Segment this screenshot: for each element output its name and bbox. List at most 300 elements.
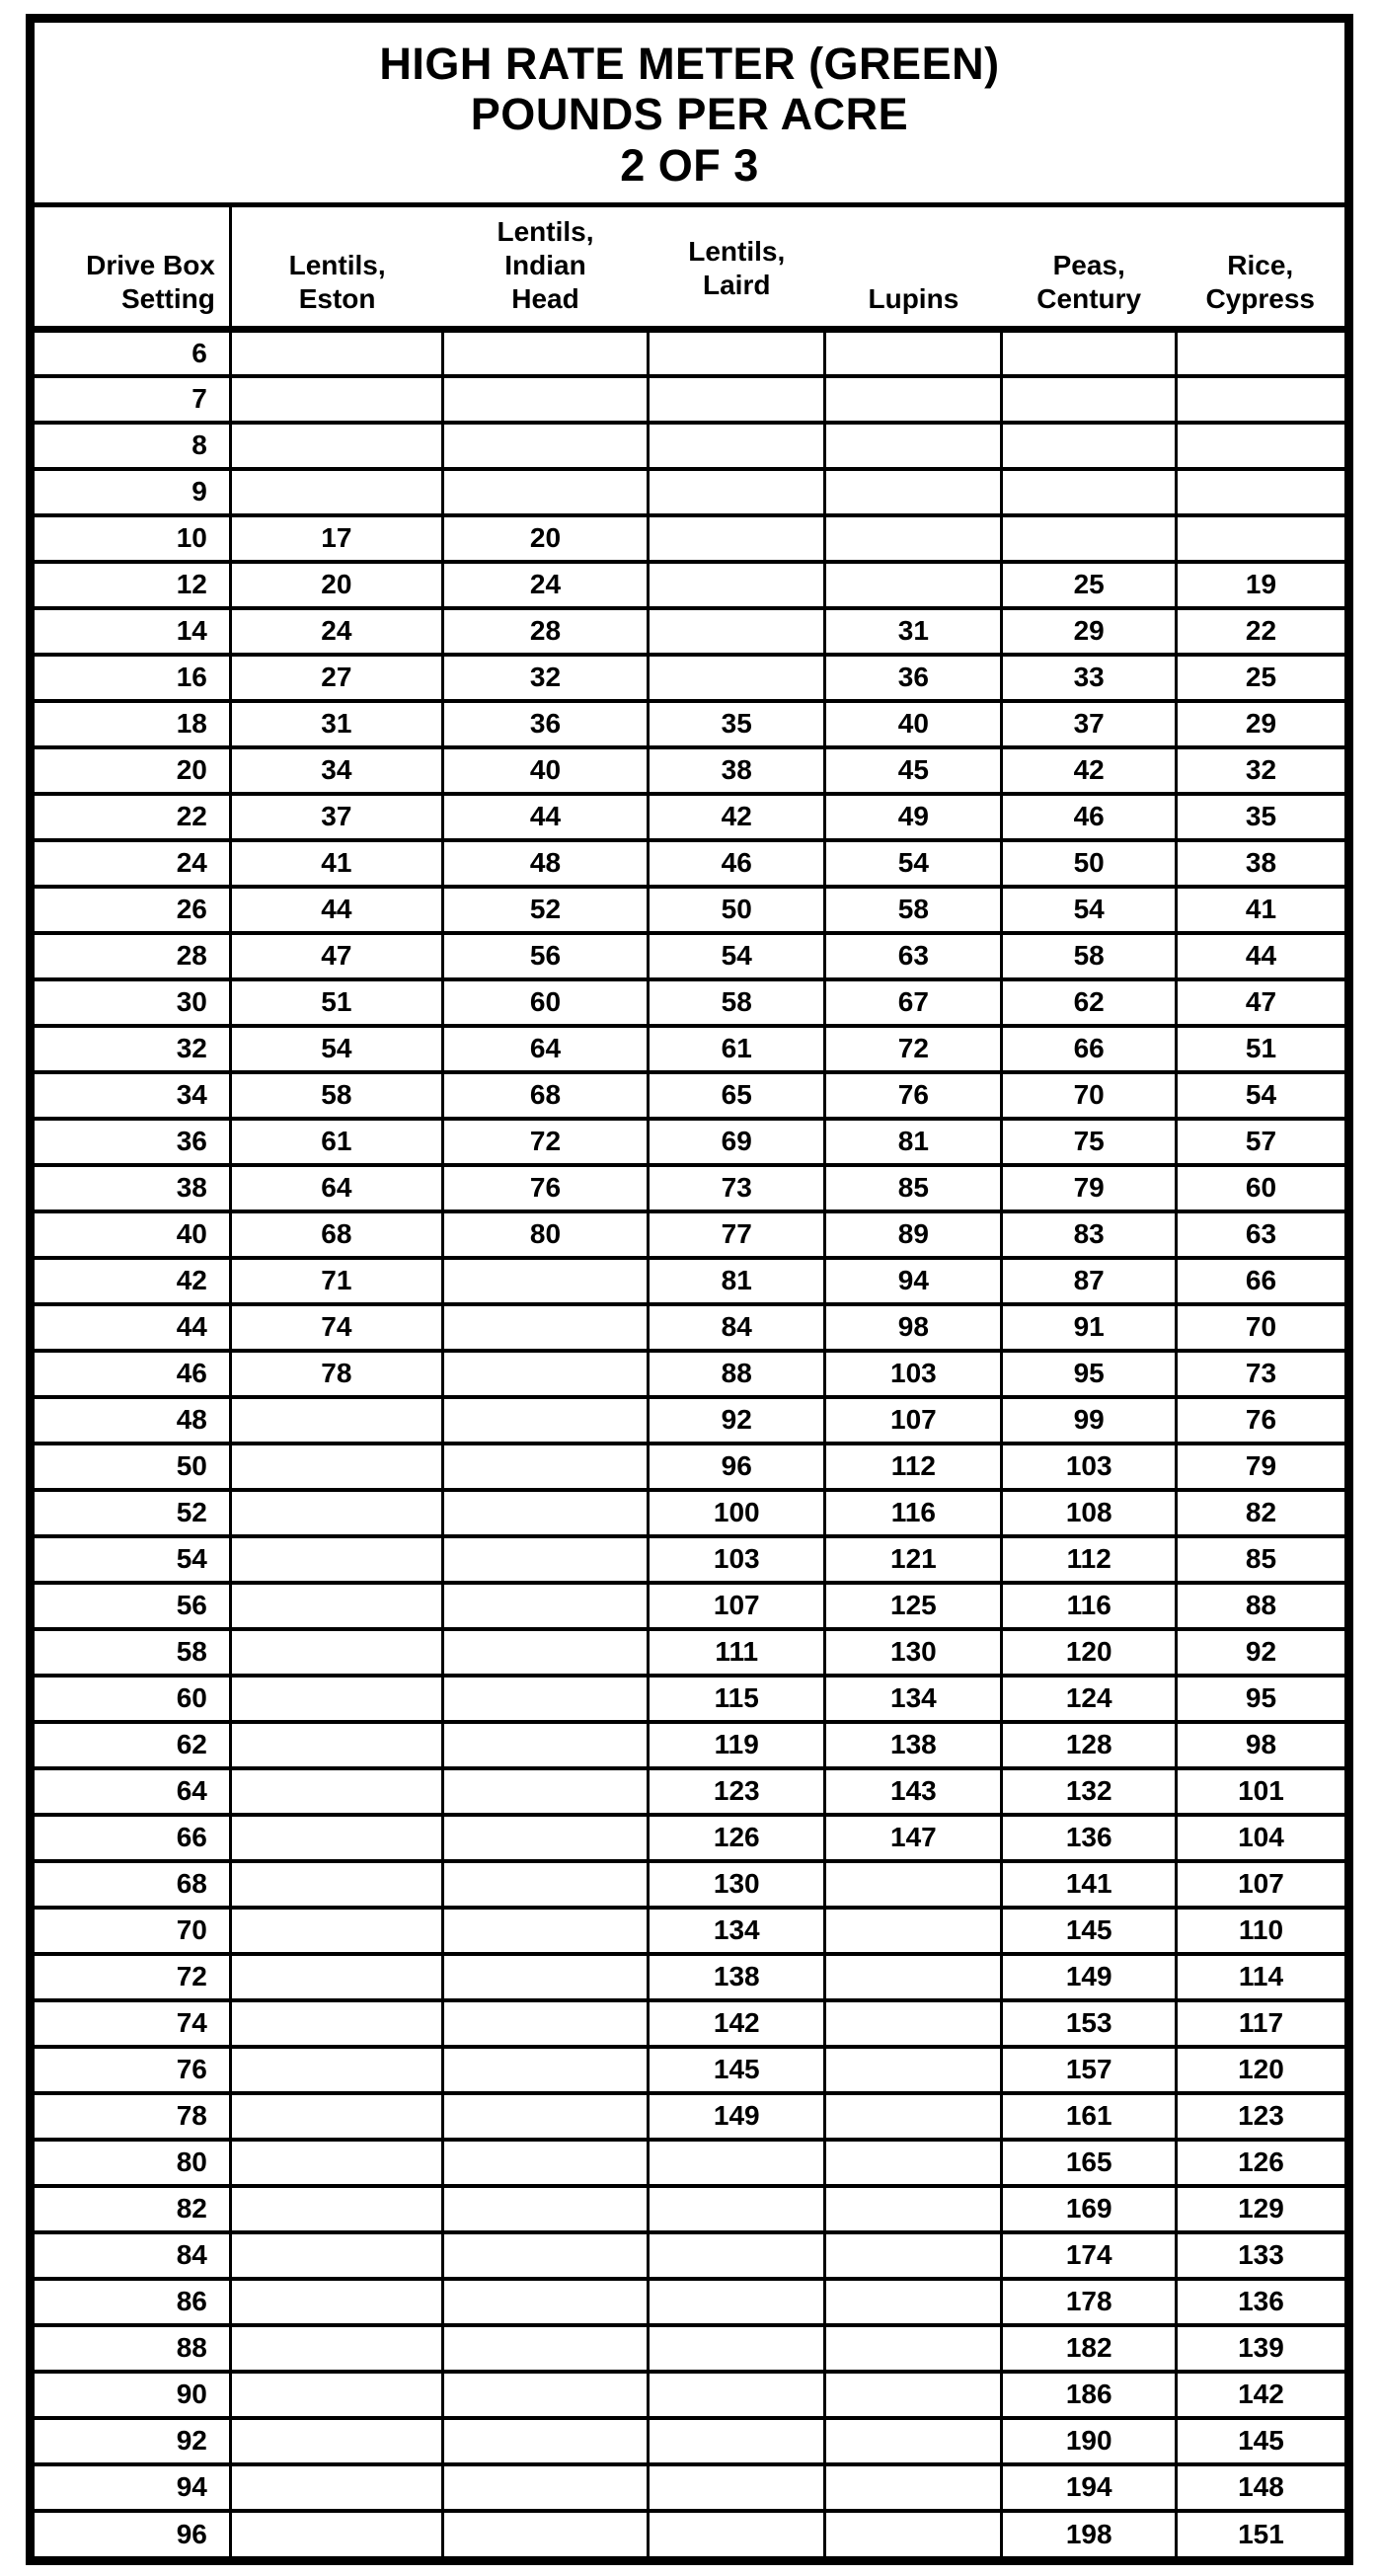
value-cell bbox=[230, 2186, 442, 2232]
table-row bbox=[35, 469, 1344, 515]
value-cell: 100 bbox=[649, 1490, 825, 1536]
value-cell bbox=[230, 1908, 442, 1954]
table-row bbox=[35, 1676, 1344, 1722]
value-cell: 87 bbox=[1002, 1258, 1176, 1304]
value-cell: 165 bbox=[1002, 2140, 1176, 2186]
value-cell: 83 bbox=[1002, 1211, 1176, 1258]
value-cell bbox=[442, 2464, 648, 2511]
value-cell bbox=[230, 1490, 442, 1536]
value-cell: 29 bbox=[1176, 701, 1344, 747]
value-cell: 34 bbox=[230, 747, 442, 794]
table-row bbox=[35, 1351, 1344, 1397]
setting-cell: 66 bbox=[35, 1815, 230, 1861]
value-cell bbox=[1002, 469, 1176, 515]
value-cell bbox=[442, 1258, 648, 1304]
value-cell bbox=[442, 469, 648, 515]
value-cell: 112 bbox=[1002, 1536, 1176, 1583]
value-cell: 126 bbox=[1176, 2140, 1344, 2186]
value-cell bbox=[442, 1397, 648, 1444]
value-cell bbox=[1176, 330, 1344, 376]
value-cell: 45 bbox=[825, 747, 1002, 794]
value-cell bbox=[825, 2279, 1002, 2325]
value-cell: 151 bbox=[1176, 2511, 1344, 2557]
value-cell bbox=[649, 2279, 825, 2325]
value-cell: 161 bbox=[1002, 2093, 1176, 2140]
value-cell: 92 bbox=[649, 1397, 825, 1444]
value-cell: 107 bbox=[649, 1583, 825, 1629]
value-cell: 123 bbox=[649, 1768, 825, 1815]
table-row bbox=[35, 701, 1344, 747]
value-cell: 67 bbox=[825, 979, 1002, 1026]
table-row bbox=[35, 1211, 1344, 1258]
table-row bbox=[35, 2232, 1344, 2279]
value-cell: 108 bbox=[1002, 1490, 1176, 1536]
value-cell: 149 bbox=[649, 2093, 825, 2140]
setting-cell: 36 bbox=[35, 1119, 230, 1165]
value-cell bbox=[825, 376, 1002, 423]
table-row bbox=[35, 330, 1344, 376]
value-cell bbox=[649, 423, 825, 469]
value-cell: 66 bbox=[1176, 1258, 1344, 1304]
table-row bbox=[35, 2511, 1344, 2557]
value-cell bbox=[442, 2325, 648, 2372]
table-row bbox=[35, 1536, 1344, 1583]
value-cell bbox=[442, 1536, 648, 1583]
value-cell: 32 bbox=[1176, 747, 1344, 794]
value-cell: 116 bbox=[825, 1490, 1002, 1536]
value-cell: 46 bbox=[649, 840, 825, 887]
table-row bbox=[35, 515, 1344, 562]
value-cell bbox=[230, 1536, 442, 1583]
value-cell: 56 bbox=[442, 933, 648, 979]
value-cell: 85 bbox=[825, 1165, 1002, 1211]
value-cell: 174 bbox=[1002, 2232, 1176, 2279]
value-cell bbox=[442, 2047, 648, 2093]
setting-cell: 22 bbox=[35, 794, 230, 840]
value-cell bbox=[230, 423, 442, 469]
value-cell: 62 bbox=[1002, 979, 1176, 1026]
setting-cell: 86 bbox=[35, 2279, 230, 2325]
table-row bbox=[35, 608, 1344, 655]
value-cell bbox=[649, 515, 825, 562]
value-cell: 153 bbox=[1002, 2000, 1176, 2047]
setting-cell: 42 bbox=[35, 1258, 230, 1304]
value-cell bbox=[825, 515, 1002, 562]
value-cell bbox=[649, 2232, 825, 2279]
value-cell: 51 bbox=[1176, 1026, 1344, 1072]
value-cell: 142 bbox=[649, 2000, 825, 2047]
table-row bbox=[35, 2000, 1344, 2047]
value-cell bbox=[825, 2000, 1002, 2047]
value-cell: 141 bbox=[1002, 1861, 1176, 1908]
value-cell bbox=[649, 2418, 825, 2464]
value-cell: 77 bbox=[649, 1211, 825, 1258]
table-row bbox=[35, 2464, 1344, 2511]
value-cell bbox=[442, 2279, 648, 2325]
title-line-3: 2 OF 3 bbox=[620, 139, 759, 191]
value-cell: 182 bbox=[1002, 2325, 1176, 2372]
setting-cell: 80 bbox=[35, 2140, 230, 2186]
value-cell bbox=[1176, 515, 1344, 562]
value-cell: 85 bbox=[1176, 1536, 1344, 1583]
table-row bbox=[35, 2279, 1344, 2325]
value-cell: 84 bbox=[649, 1304, 825, 1351]
table-row bbox=[35, 1165, 1344, 1211]
value-cell bbox=[442, 1351, 648, 1397]
setting-cell: 30 bbox=[35, 979, 230, 1026]
setting-cell: 60 bbox=[35, 1676, 230, 1722]
value-cell bbox=[649, 376, 825, 423]
value-cell: 72 bbox=[442, 1119, 648, 1165]
value-cell: 31 bbox=[230, 701, 442, 747]
value-cell bbox=[230, 1444, 442, 1490]
value-cell: 148 bbox=[1176, 2464, 1344, 2511]
table-row bbox=[35, 1490, 1344, 1536]
value-cell: 124 bbox=[1002, 1676, 1176, 1722]
value-cell: 76 bbox=[1176, 1397, 1344, 1444]
value-cell: 49 bbox=[825, 794, 1002, 840]
value-cell bbox=[1002, 423, 1176, 469]
setting-cell: 34 bbox=[35, 1072, 230, 1119]
value-cell: 119 bbox=[649, 1722, 825, 1768]
value-cell: 101 bbox=[1176, 1768, 1344, 1815]
value-cell: 25 bbox=[1176, 655, 1344, 701]
setting-cell: 46 bbox=[35, 1351, 230, 1397]
value-cell bbox=[649, 608, 825, 655]
value-cell: 42 bbox=[649, 794, 825, 840]
value-cell bbox=[230, 2232, 442, 2279]
value-cell: 76 bbox=[825, 1072, 1002, 1119]
value-cell bbox=[825, 1861, 1002, 1908]
value-cell: 114 bbox=[1176, 1954, 1344, 2000]
column-header-lentils-eston: Lentils, Eston bbox=[230, 207, 442, 330]
table-row bbox=[35, 1815, 1344, 1861]
setting-cell: 68 bbox=[35, 1861, 230, 1908]
value-cell bbox=[230, 2418, 442, 2464]
setting-cell: 62 bbox=[35, 1722, 230, 1768]
setting-cell: 50 bbox=[35, 1444, 230, 1490]
value-cell: 50 bbox=[649, 887, 825, 933]
value-cell: 28 bbox=[442, 608, 648, 655]
value-cell: 75 bbox=[1002, 1119, 1176, 1165]
value-cell: 36 bbox=[825, 655, 1002, 701]
table-row bbox=[35, 1954, 1344, 2000]
setting-cell: 58 bbox=[35, 1629, 230, 1676]
value-cell bbox=[230, 2325, 442, 2372]
value-cell: 134 bbox=[649, 1908, 825, 1954]
value-cell: 142 bbox=[1176, 2372, 1344, 2418]
setting-cell: 64 bbox=[35, 1768, 230, 1815]
table-row bbox=[35, 2093, 1344, 2140]
setting-cell: 8 bbox=[35, 423, 230, 469]
value-cell bbox=[442, 2418, 648, 2464]
value-cell: 51 bbox=[230, 979, 442, 1026]
value-cell bbox=[230, 2140, 442, 2186]
value-cell bbox=[649, 2186, 825, 2232]
value-cell bbox=[442, 2232, 648, 2279]
value-cell bbox=[230, 2279, 442, 2325]
table-row bbox=[35, 1397, 1344, 1444]
setting-cell: 18 bbox=[35, 701, 230, 747]
value-cell: 98 bbox=[1176, 1722, 1344, 1768]
setting-cell: 9 bbox=[35, 469, 230, 515]
value-cell: 54 bbox=[1002, 887, 1176, 933]
table-row bbox=[35, 376, 1344, 423]
value-cell: 19 bbox=[1176, 562, 1344, 608]
table-row bbox=[35, 887, 1344, 933]
value-cell: 149 bbox=[1002, 1954, 1176, 2000]
value-cell bbox=[230, 330, 442, 376]
value-cell: 68 bbox=[442, 1072, 648, 1119]
value-cell: 129 bbox=[1176, 2186, 1344, 2232]
value-cell: 103 bbox=[649, 1536, 825, 1583]
value-cell bbox=[825, 1954, 1002, 2000]
value-cell: 35 bbox=[649, 701, 825, 747]
setting-cell: 26 bbox=[35, 887, 230, 933]
value-cell bbox=[442, 1583, 648, 1629]
value-cell: 54 bbox=[1176, 1072, 1344, 1119]
value-cell bbox=[230, 2464, 442, 2511]
value-cell: 47 bbox=[230, 933, 442, 979]
value-cell bbox=[442, 1722, 648, 1768]
value-cell: 91 bbox=[1002, 1304, 1176, 1351]
value-cell: 63 bbox=[825, 933, 1002, 979]
table-row bbox=[35, 794, 1344, 840]
value-cell: 42 bbox=[1002, 747, 1176, 794]
table-row bbox=[35, 1722, 1344, 1768]
value-cell bbox=[825, 2140, 1002, 2186]
value-cell: 66 bbox=[1002, 1026, 1176, 1072]
table-row bbox=[35, 2140, 1344, 2186]
table-row bbox=[35, 1583, 1344, 1629]
value-cell: 58 bbox=[1002, 933, 1176, 979]
value-cell: 44 bbox=[1176, 933, 1344, 979]
setting-cell: 76 bbox=[35, 2047, 230, 2093]
setting-cell: 16 bbox=[35, 655, 230, 701]
table-row bbox=[35, 1861, 1344, 1908]
value-cell: 98 bbox=[825, 1304, 1002, 1351]
value-cell bbox=[825, 2418, 1002, 2464]
value-cell: 80 bbox=[442, 1211, 648, 1258]
table-row bbox=[35, 979, 1344, 1026]
value-cell: 22 bbox=[1176, 608, 1344, 655]
value-cell bbox=[825, 2186, 1002, 2232]
value-cell: 116 bbox=[1002, 1583, 1176, 1629]
value-cell: 63 bbox=[1176, 1211, 1344, 1258]
value-cell: 120 bbox=[1176, 2047, 1344, 2093]
value-cell: 88 bbox=[1176, 1583, 1344, 1629]
setting-cell: 20 bbox=[35, 747, 230, 794]
column-header-rice-cypress: Rice, Cypress bbox=[1176, 207, 1344, 330]
value-cell: 20 bbox=[442, 515, 648, 562]
value-cell: 41 bbox=[1176, 887, 1344, 933]
value-cell: 157 bbox=[1002, 2047, 1176, 2093]
table-row bbox=[35, 2047, 1344, 2093]
value-cell: 38 bbox=[1176, 840, 1344, 887]
value-cell: 178 bbox=[1002, 2279, 1176, 2325]
value-cell: 50 bbox=[1002, 840, 1176, 887]
value-cell: 92 bbox=[1176, 1629, 1344, 1676]
value-cell: 99 bbox=[1002, 1397, 1176, 1444]
value-cell: 60 bbox=[442, 979, 648, 1026]
value-cell bbox=[825, 2325, 1002, 2372]
column-header-lentils-indian-head: Lentils, Indian Head bbox=[442, 207, 648, 330]
value-cell: 128 bbox=[1002, 1722, 1176, 1768]
value-cell bbox=[825, 562, 1002, 608]
value-cell: 78 bbox=[230, 1351, 442, 1397]
value-cell: 52 bbox=[442, 887, 648, 933]
value-cell bbox=[442, 1444, 648, 1490]
title-line-1: HIGH RATE METER (GREEN) bbox=[379, 39, 1000, 89]
value-cell: 107 bbox=[825, 1397, 1002, 1444]
setting-cell: 7 bbox=[35, 376, 230, 423]
value-cell bbox=[230, 1629, 442, 1676]
value-cell: 24 bbox=[230, 608, 442, 655]
value-cell: 40 bbox=[825, 701, 1002, 747]
setting-cell: 96 bbox=[35, 2511, 230, 2557]
setting-cell: 82 bbox=[35, 2186, 230, 2232]
table-row bbox=[35, 1026, 1344, 1072]
value-cell: 198 bbox=[1002, 2511, 1176, 2557]
value-cell: 117 bbox=[1176, 2000, 1344, 2047]
value-cell: 37 bbox=[230, 794, 442, 840]
value-cell: 145 bbox=[649, 2047, 825, 2093]
setting-cell: 48 bbox=[35, 1397, 230, 1444]
value-cell: 69 bbox=[649, 1119, 825, 1165]
value-cell bbox=[649, 2511, 825, 2557]
setting-cell: 10 bbox=[35, 515, 230, 562]
value-cell: 111 bbox=[649, 1629, 825, 1676]
value-cell: 121 bbox=[825, 1536, 1002, 1583]
value-cell bbox=[230, 1583, 442, 1629]
value-cell: 27 bbox=[230, 655, 442, 701]
value-cell bbox=[230, 2000, 442, 2047]
setting-cell: 72 bbox=[35, 1954, 230, 2000]
value-cell: 145 bbox=[1176, 2418, 1344, 2464]
value-cell: 32 bbox=[442, 655, 648, 701]
value-cell bbox=[230, 2093, 442, 2140]
value-cell bbox=[230, 469, 442, 515]
value-cell: 76 bbox=[442, 1165, 648, 1211]
value-cell: 88 bbox=[649, 1351, 825, 1397]
value-cell: 58 bbox=[649, 979, 825, 1026]
value-cell: 24 bbox=[442, 562, 648, 608]
value-cell: 41 bbox=[230, 840, 442, 887]
value-cell bbox=[442, 2140, 648, 2186]
value-cell bbox=[442, 1861, 648, 1908]
setting-cell: 56 bbox=[35, 1583, 230, 1629]
value-cell bbox=[825, 2511, 1002, 2557]
column-header-drive-box-setting: Drive Box Setting bbox=[35, 207, 230, 330]
setting-cell: 12 bbox=[35, 562, 230, 608]
value-cell bbox=[442, 1304, 648, 1351]
value-cell bbox=[230, 376, 442, 423]
value-cell: 79 bbox=[1176, 1444, 1344, 1490]
setting-cell: 52 bbox=[35, 1490, 230, 1536]
value-cell: 81 bbox=[649, 1258, 825, 1304]
value-cell bbox=[230, 1861, 442, 1908]
value-cell bbox=[442, 1768, 648, 1815]
value-cell bbox=[442, 1954, 648, 2000]
value-cell bbox=[230, 1954, 442, 2000]
value-cell: 31 bbox=[825, 608, 1002, 655]
value-cell: 120 bbox=[1002, 1629, 1176, 1676]
value-cell bbox=[442, 1629, 648, 1676]
value-cell: 29 bbox=[1002, 608, 1176, 655]
value-cell: 143 bbox=[825, 1768, 1002, 1815]
value-cell: 35 bbox=[1176, 794, 1344, 840]
value-cell: 89 bbox=[825, 1211, 1002, 1258]
value-cell bbox=[649, 2372, 825, 2418]
value-cell bbox=[649, 2140, 825, 2186]
value-cell: 47 bbox=[1176, 979, 1344, 1026]
value-cell: 130 bbox=[825, 1629, 1002, 1676]
value-cell bbox=[1176, 423, 1344, 469]
table-row bbox=[35, 1258, 1344, 1304]
value-cell: 44 bbox=[230, 887, 442, 933]
value-cell bbox=[1002, 330, 1176, 376]
table-row bbox=[35, 1908, 1344, 1954]
value-cell bbox=[649, 655, 825, 701]
value-cell bbox=[442, 2372, 648, 2418]
value-cell bbox=[649, 330, 825, 376]
value-cell: 103 bbox=[1002, 1444, 1176, 1490]
value-cell: 20 bbox=[230, 562, 442, 608]
value-cell: 40 bbox=[442, 747, 648, 794]
value-cell: 130 bbox=[649, 1861, 825, 1908]
table-row bbox=[35, 747, 1344, 794]
value-cell: 65 bbox=[649, 1072, 825, 1119]
value-cell: 54 bbox=[230, 1026, 442, 1072]
value-cell: 74 bbox=[230, 1304, 442, 1351]
page-title bbox=[35, 23, 1344, 207]
value-cell: 81 bbox=[825, 1119, 1002, 1165]
value-cell: 36 bbox=[442, 701, 648, 747]
value-cell bbox=[230, 1676, 442, 1722]
header-row bbox=[35, 207, 1344, 330]
setting-cell: 94 bbox=[35, 2464, 230, 2511]
value-cell: 54 bbox=[649, 933, 825, 979]
value-cell: 136 bbox=[1176, 2279, 1344, 2325]
table-row bbox=[35, 423, 1344, 469]
value-cell bbox=[649, 2464, 825, 2511]
value-cell bbox=[825, 1908, 1002, 1954]
value-cell: 95 bbox=[1176, 1676, 1344, 1722]
value-cell: 125 bbox=[825, 1583, 1002, 1629]
value-cell: 103 bbox=[825, 1351, 1002, 1397]
value-cell: 54 bbox=[825, 840, 1002, 887]
value-cell: 95 bbox=[1002, 1351, 1176, 1397]
value-cell bbox=[442, 1490, 648, 1536]
setting-cell: 28 bbox=[35, 933, 230, 979]
value-cell: 132 bbox=[1002, 1768, 1176, 1815]
value-cell bbox=[649, 469, 825, 515]
title-line-2: POUNDS PER ACRE bbox=[470, 89, 909, 140]
value-cell: 126 bbox=[649, 1815, 825, 1861]
value-cell bbox=[442, 376, 648, 423]
value-cell: 37 bbox=[1002, 701, 1176, 747]
table-row bbox=[35, 2325, 1344, 2372]
value-cell bbox=[230, 1397, 442, 1444]
value-cell: 70 bbox=[1002, 1072, 1176, 1119]
value-cell: 138 bbox=[825, 1722, 1002, 1768]
value-cell bbox=[442, 2186, 648, 2232]
value-cell bbox=[230, 2372, 442, 2418]
setting-cell: 6 bbox=[35, 330, 230, 376]
value-cell: 133 bbox=[1176, 2232, 1344, 2279]
value-cell: 73 bbox=[1176, 1351, 1344, 1397]
value-cell: 71 bbox=[230, 1258, 442, 1304]
